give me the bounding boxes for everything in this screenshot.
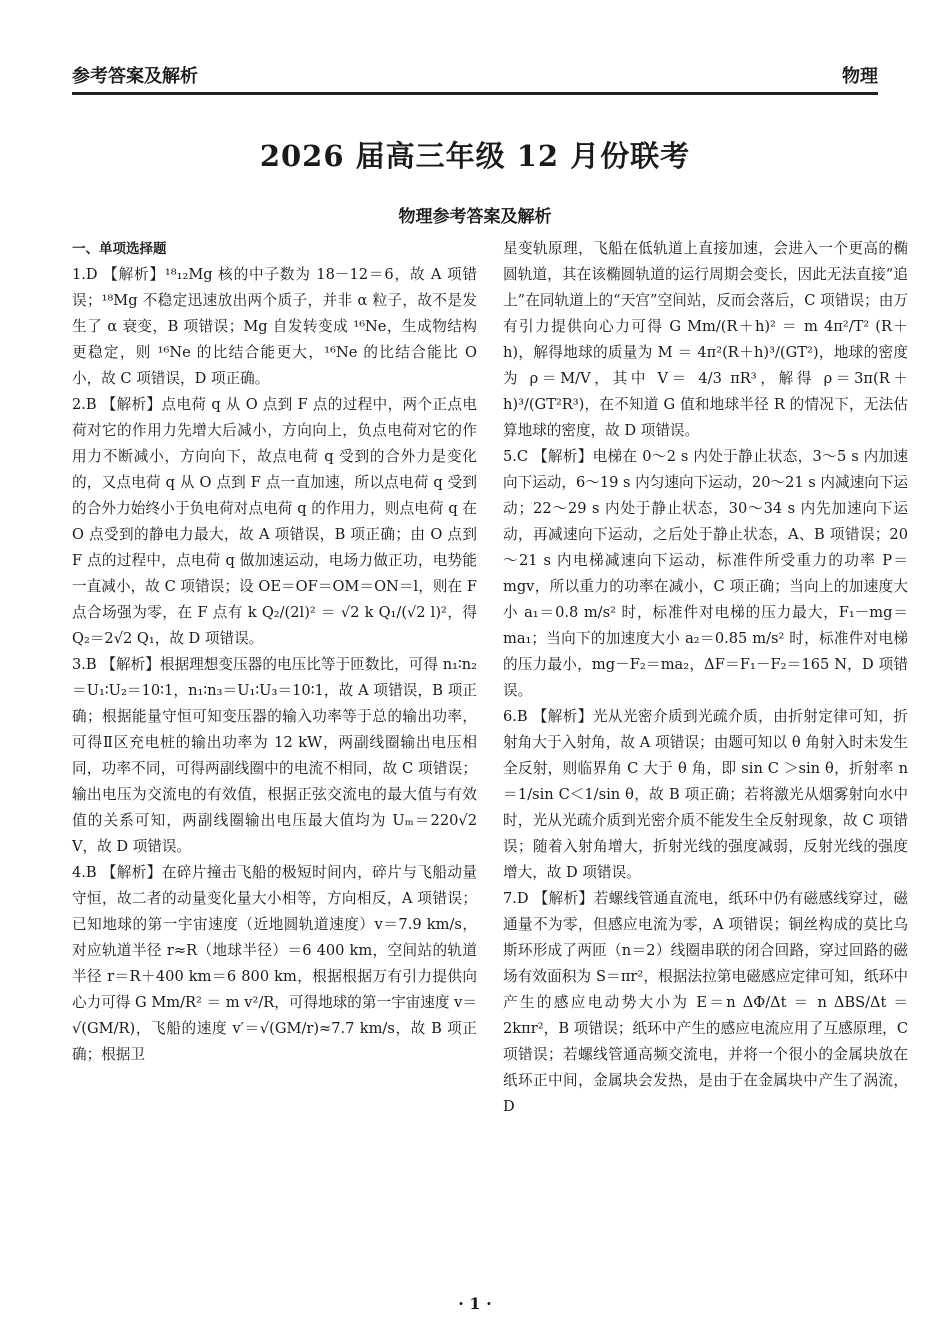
page-subtitle: 物理参考答案及解析 (398, 207, 552, 227)
answer-q6: 6.B 【解析】光从光密介质到光疏介质，由折射定律可知，折射角大于入射角，故 A 项错误；由题可知以 θ 角射入时未发生全反射，则临界角 C 大于 θ 角，即 sin C ＞sin θ，折射率 n＝1/sin C＜1/sin θ，故 B 项正确；若将激光从烟雾射向水中时，光从光疏介质到光密介质不能发生全反射现象，故 C 项错误；随着入射角增大，折射光线的强度减弱，反射光线的强度增大，故 D 项错误。 (503, 708, 908, 881)
header-right: 物理 (842, 66, 878, 87)
right-column (503, 236, 908, 1120)
left-column (72, 236, 477, 1068)
answer-q7: 7.D 【解析】若螺线管通直流电，纸环中仍有磁感线穿过，磁通量不为零，但感应电流为零，A 项错误；铜丝构成的莫比乌斯环形成了两匝（n＝2）线圈串联的闭合回路，穿过回路的磁场有效面积为 S＝πr²，根据法拉第电磁感应定律可知，纸环中产生的感应电动势大小为 E＝n ΔΦ/Δt ＝ n ΔBS/Δt ＝ 2kπr²，B 项错误；纸环中产生的感应电流应用了互感原理，C 项错误；若螺线管通高频交流电，并将一个很小的金属块放在纸环正中间，金属块会发热，是由于在金属块中产生了涡流，D (503, 890, 908, 1115)
section-heading: 一、单项选择题 (72, 241, 167, 257)
answer-q3: 3.B 【解析】根据理想变压器的电压比等于匝数比，可得 n₁∶n₂＝U₁∶U₂＝10∶1，n₁∶n₃＝U₁∶U₃＝10∶1，故 A 项错误，B 项正确；根据能量守恒可知变压器的输入功率等于总的输出功率，可得Ⅱ区充电桩的输出功率为 12 kW，两副线圈输出电压相同，功率不同，可得两副线圈中的电流不相同，故 C 项错误；输出电压为交流电的有效值，根据正弦交流电的最大值与有效值的关系可知，两副线圈输出电压最大值均为 Uₘ＝220√2 V，故 D 项错误。 (72, 656, 477, 855)
page-title: 2026 届高三年级 12 月份联考 (259, 139, 691, 173)
answer-q2: 2.B 【解析】点电荷 q 从 O 点到 F 点的过程中，两个正点电荷对它的作用力先增大后减小，方向向上，负点电荷对它的作用力不断减小，方向向下，故点电荷 q 受到的合外力是变化的，又点电荷 q 从 O 点到 F 点一直加速，所以点电荷 q 受到的合外力始终小于负电荷对点电荷 q 的作用力，则点电荷 q 在 O 点受到的静电力最大，故 A 项错误，B 项正确；由 O 点到 F 点的过程中，点电荷 q 做加速运动，电场力做正功，电势能一直减小，故 C 项错误；设 OE＝OF＝OM＝ON＝l，则在 F 点合场强为零，在 F 点有 k Q₂/(2l)² ＝ √2 k Q₁/(√2 l)²，得 Q₂＝2√2 Q₁，故 D 项错误。 (72, 396, 477, 647)
answer-q1: 1.D 【解析】¹⁸₁₂Mg 核的中子数为 18－12＝6，故 A 项错误；¹⁸Mg 不稳定迅速放出两个质子，并非 α 粒子，故不是发生了 α 衰变，B 项错误；Mg 自发转变成 ¹⁶Ne，生成物结构更稳定，则 ¹⁶Ne 的比结合能更大，¹⁶Ne 的比结合能比 O 小，故 C 项错误，D 项正确。 (72, 266, 477, 387)
answer-q4-continued: 星变轨原理，飞船在低轨道上直接加速，会进入一个更高的椭圆轨道，其在该椭圆轨道的运行周期会变长，因此无法直接“追上”在同轨道上的“天宫”空间站，反而会落后，C 项错误；由万有引力提供向心力可得 G Mm/(R＋h)² ＝ m 4π²/T² (R＋h)，解得地球的质量为 M ＝ 4π²(R＋h)³/(GT²)，地球的密度为 ρ＝M/V，其中 V＝ 4/3 πR³，解得 ρ＝3π(R＋h)³/(GT²R³)，在不知道 G 值和地球半径 R 的情况下，无法估算地球的密度，故 D 项错误。 (503, 240, 908, 439)
header-left: 参考答案及解析 (72, 66, 198, 87)
answer-q4: 4.B 【解析】在碎片撞击飞船的极短时间内，碎片与飞船动量守恒，故二者的动量变化量大小相等，方向相反，A 项错误；已知地球的第一宇宙速度（近地圆轨道速度）v＝7.9 km/s，对应轨道半径 r≈R（地球半径）＝6 400 km，空间站的轨道半径 r＝R＋400 km＝6 800 km，根据根据万有引力提供向心力可得 G Mm/R² ＝ m v²/R，可得地球的第一宇宙速度 v＝√(GM/R)，飞船的速度 v′＝√(GM/r)≈7.7 km/s，故 B 项正确；根据卫 (72, 864, 477, 1063)
answer-q5: 5.C 【解析】电梯在 0～2 s 内处于静止状态，3～5 s 内加速向下运动，6～19 s 内匀速向下运动，20～21 s 内减速向下运动；22～29 s 内处于静止状态，30～34 s 内先加速向下运动，再减速向下运动，之后处于静止状态，A、B 项错误；20～21 s 内电梯减速向下运动，标准件所受重力的功率 P＝mgv，所以重力的功率在减小，C 项正确；当向上的加速度大小 a₁＝0.8 m/s² 时，标准件对电梯的压力最大，F₁－mg＝ma₁；当向下的加速度大小 a₂＝0.85 m/s² 时，标准件对电梯的压力最小，mg－F₂＝ma₂，ΔF＝F₁－F₂＝165 N，D 项错误。 (503, 448, 908, 699)
page-number: · 1 · (458, 1294, 492, 1313)
page-header (72, 58, 878, 95)
